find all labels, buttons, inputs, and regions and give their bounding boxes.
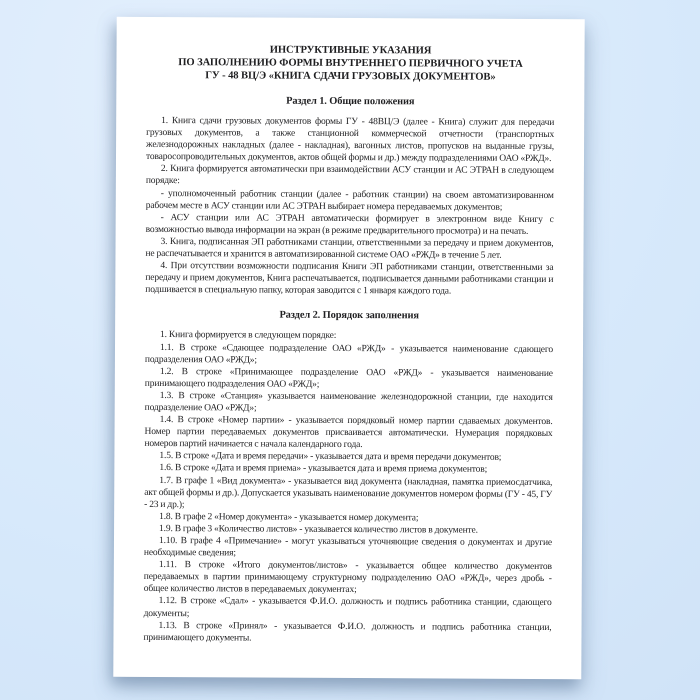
section-heading: Раздел 2. Порядок заполнения [279, 310, 419, 322]
paragraph: 3. Книга, подписанная ЭП работниками станции, ответственными за передачу и прием документов, не распечатывается и хранится в автоматизированной системе ОАО «РЖД» в течение 5 лет. [145, 236, 554, 261]
section-general-provisions [145, 94, 554, 299]
paragraph: 1. Книга сдачи грузовых документов формы ГУ - 48ВЦ/Э (далее - Книга) служит для передачи грузовых документов, а также станционной коммерческой отчетности (транспортных железнодорожных накладных (далее - накладная), вагонных листов, пропусков на выданные грузы, товаросопроводительных документов, актов общей формы и др.) между подразделениями ОАО «РЖД». [145, 116, 555, 165]
paragraph: 2. Книга формируется автоматически при взаимодействии АСУ станции и АС ЭТРАН в следующем порядке: [145, 164, 554, 187]
paragraph: 1.8. В графе 2 «Номер документа» - указывается номер документа; [159, 511, 419, 524]
paragraph: 4. При отсутствии возможности подписания Книги ЭП работниками станции, ответственными за передачу и прием документов, Книга распечатывается, подписывается данными работниками станции и подшивается в специальную папку, которая заводится с 1 января каждого года. [145, 261, 554, 297]
paragraph: - АСУ станции или АС ЭТРАН автоматически формирует в электронном виде Книгу с возможностью вывода информации на экран (в режиме предварительного просмотра) и на печать. [145, 212, 554, 237]
paragraph: 1.1. В строке «Сдающее подразделение ОАО «РЖД» - указывается наименование сдающего подразделения ОАО «РЖД»; [144, 342, 554, 366]
paragraph: 1.7. В графе 1 «Вид документа» - указывается вид документа (накладная, памятка приемосдатчика, акт общей формы и др.). Допускается указывать наименование документов номером формы (ГУ - 45, ГУ - 23 и др.); [144, 475, 553, 510]
section-body [143, 329, 553, 646]
document-title-line: ГУ - 48 ВЦ/Э «КНИГА СДАЧИ ГРУЗОВЫХ ДОКУМЕНТОВ» [205, 70, 496, 83]
section-filling-procedure [143, 308, 553, 646]
paragraph: 1.3. В строке «Станция» указывается наименование железнодорожной станции, где находится подразделение ОАО «РЖД»; [144, 390, 553, 414]
paragraph: 1.4. В строке «Номер партии» - указывается порядковый номер партии сдаваемых документов. Номер партии передаваемых документов присваивается автоматически. Нумерация порядковых номеров партий начинается с начала календарного года. [144, 415, 553, 451]
paragraph: 1.12. В строке «Сдал» - указывается Ф.И.О. должность и подпись работника станции, сдающего документы; [143, 596, 552, 619]
paragraph: 1.9. В графе 3 «Количество листов» - указывается количество листов в документе. [159, 523, 478, 536]
paragraph: 1.6. В строке «Дата и время приема» - указывается дата и время приема документов; [159, 463, 488, 476]
paragraph: 1.13. В строке «Принял» - указывается Ф.И.О. должность и подпись работника станции, принимающего документы. [143, 620, 552, 644]
paragraph: 1.10. В графе 4 «Примечание» - могут указываться уточняющие сведения о документах и другие необходимые сведения; [143, 536, 553, 559]
paragraph: 1. Книга формируется в следующем порядке: [160, 330, 337, 342]
document-title-line: ИНСТРУКТИВНЫЕ УКАЗАНИЯ [269, 44, 432, 57]
section-body [145, 115, 554, 299]
paragraph: 1.2. В строке «Принимающее подразделение ОАО «РЖД» - указывается наименование принимающего подразделения ОАО «РЖД»; [144, 366, 553, 390]
section-heading: Раздел 1. Общие положения [286, 95, 415, 108]
document-title-line: ПО ЗАПОЛНЕНИЮ ФОРМЫ ВНУТРЕННЕГО ПЕРВИЧНОГО УЧЕТА [178, 57, 523, 70]
document-page [113, 17, 584, 679]
paragraph: - уполномоченный работник станции (далее - работник станции) на своем автоматизированном рабочем месте в АСУ станции или АС ЭТРАН выбирает номера передаваемых документов; [145, 188, 554, 213]
document-title [146, 43, 554, 84]
paragraph: 1.11. В строке «Итого документов/листов» - указывается общее количество документов передаваемых в партии принимающему структурному подразделению ОАО «РЖД», через дробь - общее количество листов в передаваемых документах; [143, 560, 552, 596]
paragraph: 1.5. В строке «Дата и время передачи» - указывается дата и время передачи документов; [159, 451, 502, 464]
